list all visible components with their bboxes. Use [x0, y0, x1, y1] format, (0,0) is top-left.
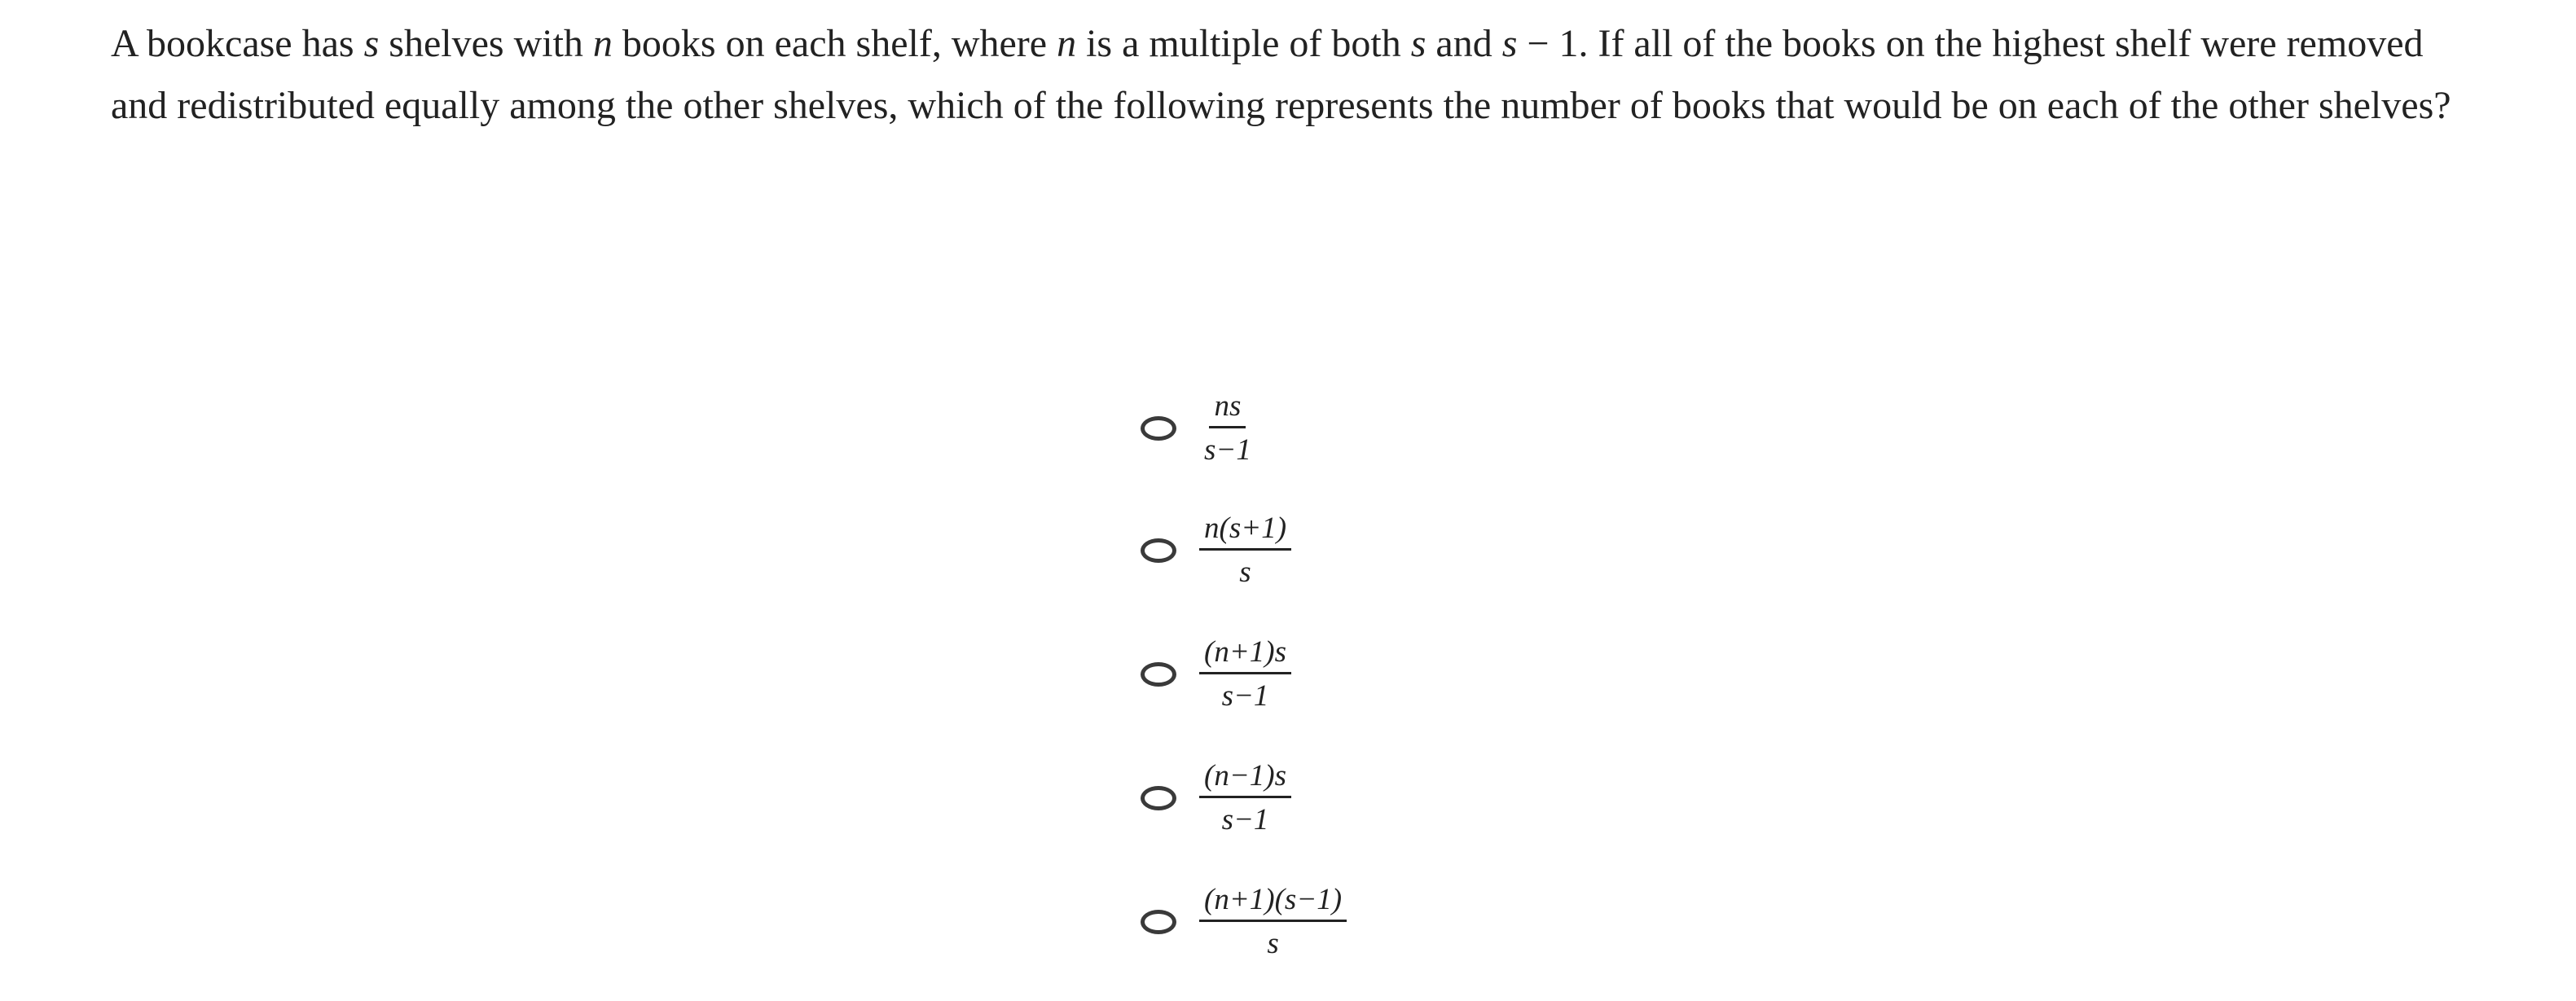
fraction-numerator: (n+1)s: [1199, 637, 1291, 674]
radio-button[interactable]: [1141, 662, 1176, 687]
fraction-denominator: s: [1239, 555, 1251, 589]
question-text-part: and: [1426, 22, 1502, 65]
fraction-denominator: s−1: [1221, 803, 1269, 836]
variable-n: n: [592, 22, 613, 65]
answer-fraction: [1199, 513, 1291, 587]
answer-fraction: [1199, 885, 1347, 959]
radio-button[interactable]: [1141, 416, 1176, 441]
answer-option-d[interactable]: [1141, 761, 1291, 835]
variable-s: s: [1410, 22, 1426, 65]
answer-fraction: [1199, 391, 1256, 465]
radio-button[interactable]: [1141, 786, 1176, 810]
fraction-denominator: s−1: [1221, 679, 1269, 713]
fraction-denominator: s−1: [1204, 433, 1251, 467]
question-text-part: A bookcase has: [111, 22, 364, 65]
question-text: [111, 13, 2473, 137]
fraction-numerator: (n−1)s: [1199, 761, 1291, 798]
variable-s: s: [363, 22, 380, 65]
question-text-part: books on each shelf, where: [612, 22, 1057, 65]
answer-option-a[interactable]: [1141, 391, 1256, 465]
answer-option-e[interactable]: [1141, 885, 1347, 959]
question-text-part: is a multiple of both: [1076, 22, 1411, 65]
variable-n: n: [1057, 22, 1077, 65]
fraction-denominator: s: [1267, 927, 1279, 960]
fraction-numerator: ns: [1209, 391, 1246, 428]
radio-button[interactable]: [1141, 910, 1176, 934]
answer-option-c[interactable]: [1141, 637, 1291, 711]
question-text-part: − 1. If all of the books on the highest shelf were removed and redistributed equally among the other shelves, which of the following represents the number of books that would be on each of the other shelves?: [111, 22, 2451, 127]
question-text-part: shelves with: [379, 22, 593, 65]
answer-option-b[interactable]: [1141, 513, 1291, 587]
fraction-numerator: (n+1)(s−1): [1199, 885, 1347, 922]
variable-s: s: [1501, 22, 1518, 65]
answer-fraction: [1199, 761, 1291, 835]
fraction-numerator: n(s+1): [1199, 513, 1291, 551]
answer-fraction: [1199, 637, 1291, 711]
radio-button[interactable]: [1141, 538, 1176, 563]
